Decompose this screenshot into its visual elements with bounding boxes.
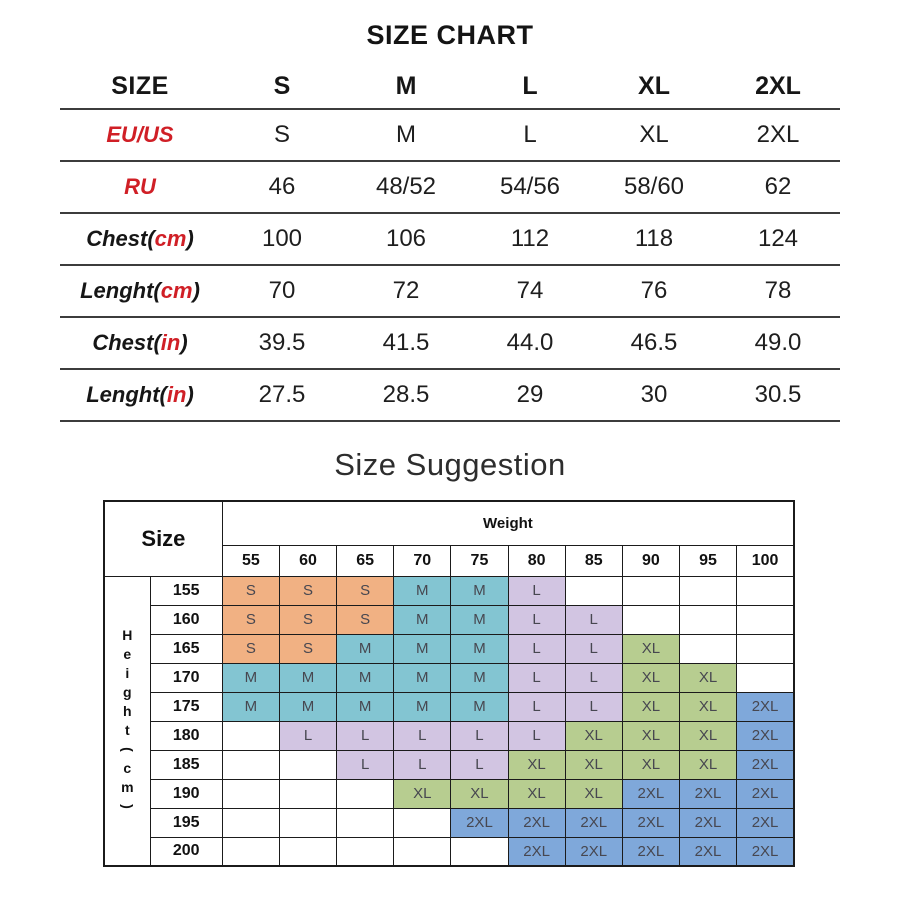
- size-value-cell: 30.5: [754, 381, 802, 408]
- row-label: [60, 174, 220, 200]
- size-cell: S: [222, 576, 279, 605]
- size-cell: XL: [622, 634, 679, 663]
- size-cell: S: [222, 605, 279, 634]
- row-label: [60, 226, 220, 252]
- size-cell: 2XL: [622, 779, 679, 808]
- row-label-pre: Lenght(: [80, 278, 161, 303]
- height-tick: 195: [150, 808, 222, 837]
- height-axis-char: i: [125, 664, 130, 681]
- row-label-pre: Chest(: [86, 226, 155, 251]
- size-cell: XL: [679, 750, 736, 779]
- suggestion-row: [104, 576, 794, 605]
- suggestion-row: [104, 634, 794, 663]
- empty-cell: [394, 808, 451, 837]
- size-chart-table-rows: [60, 110, 840, 422]
- size-value-cell: 2XL: [756, 121, 800, 148]
- empty-cell: [679, 634, 736, 663]
- size-cell: M: [337, 634, 394, 663]
- size-value-cell: 124: [757, 225, 799, 252]
- size-cell: S: [337, 605, 394, 634]
- size-cell: L: [451, 750, 508, 779]
- size-cell: M: [394, 576, 451, 605]
- suggestion-row: [104, 721, 794, 750]
- empty-cell: [622, 576, 679, 605]
- size-cell: L: [394, 721, 451, 750]
- suggestion-row: [104, 750, 794, 779]
- size-cell: M: [451, 692, 508, 721]
- size-cell: 2XL: [737, 721, 794, 750]
- weight-tick: 60: [279, 545, 336, 576]
- size-cell: XL: [394, 779, 451, 808]
- row-label-post: ): [186, 382, 194, 407]
- row-label-post: ): [192, 278, 200, 303]
- size-value-cell: 27.5: [258, 381, 306, 408]
- size-value-cell: 70: [268, 277, 296, 304]
- size-cell: M: [394, 663, 451, 692]
- size-value-cell: 28.5: [382, 381, 430, 408]
- size-cell: XL: [508, 750, 565, 779]
- size-cell: M: [222, 692, 279, 721]
- size-cell: 2XL: [679, 808, 736, 837]
- size-cell: XL: [679, 721, 736, 750]
- size-cell: 2XL: [622, 808, 679, 837]
- size-cell: M: [337, 663, 394, 692]
- height-axis-char: (: [119, 746, 136, 752]
- empty-cell: [737, 663, 794, 692]
- size-cell: XL: [565, 779, 622, 808]
- row-label-unit: EU/US: [106, 122, 174, 147]
- size-cell: L: [565, 692, 622, 721]
- size-value-cell: 106: [385, 225, 427, 252]
- size-cell: 2XL: [737, 750, 794, 779]
- height-tick: 155: [150, 576, 222, 605]
- row-label: [60, 122, 220, 148]
- size-cell: L: [508, 721, 565, 750]
- height-axis-label: [104, 576, 150, 866]
- size-cell: XL: [565, 721, 622, 750]
- size-cell: L: [508, 663, 565, 692]
- height-axis-char: ): [119, 803, 136, 809]
- size-value-cell: 78: [764, 277, 792, 304]
- weight-tick: 85: [565, 545, 622, 576]
- size-value-cell: 112: [510, 225, 550, 252]
- size-value-cell: 118: [634, 225, 674, 252]
- empty-cell: [279, 808, 336, 837]
- size-value-cell: 48/52: [375, 173, 437, 200]
- empty-cell: [222, 721, 279, 750]
- empty-cell: [222, 750, 279, 779]
- size-chart-header-cell: 2XL: [755, 71, 801, 100]
- row-label-post: ): [180, 330, 188, 355]
- size-cell: S: [279, 576, 336, 605]
- size-suggestion-table: [103, 500, 795, 867]
- size-cell: L: [508, 634, 565, 663]
- size-chart-table: [60, 64, 840, 422]
- size-chart-header-cell: XL: [638, 71, 670, 100]
- size-cell: M: [222, 663, 279, 692]
- size-cell: 2XL: [737, 837, 794, 866]
- height-tick: 175: [150, 692, 222, 721]
- size-cell: L: [337, 750, 394, 779]
- suggestion-row: [104, 779, 794, 808]
- height-tick: 185: [150, 750, 222, 779]
- size-cell: 2XL: [508, 808, 565, 837]
- size-cell: S: [222, 634, 279, 663]
- empty-cell: [279, 837, 336, 866]
- weight-tick: 100: [737, 545, 794, 576]
- suggestion-header-row: [104, 501, 794, 545]
- weight-tick: 95: [679, 545, 736, 576]
- size-cell: S: [279, 605, 336, 634]
- size-value-cell: 44.0: [506, 329, 554, 356]
- size-cell: 2XL: [679, 837, 736, 866]
- size-chart-row: [60, 110, 840, 162]
- size-cell: 2XL: [737, 779, 794, 808]
- size-chart-header-cell: S: [273, 71, 291, 100]
- row-label-pre: Chest(: [92, 330, 161, 355]
- size-cell: L: [508, 692, 565, 721]
- size-cell: M: [451, 576, 508, 605]
- size-chart-row: [60, 214, 840, 266]
- size-cell: XL: [622, 721, 679, 750]
- size-cell: L: [451, 721, 508, 750]
- empty-cell: [565, 576, 622, 605]
- size-cell: M: [394, 692, 451, 721]
- height-tick: 200: [150, 837, 222, 866]
- height-tick: 180: [150, 721, 222, 750]
- empty-cell: [737, 634, 794, 663]
- size-value-cell: 46: [268, 173, 296, 200]
- height-axis-char: t: [124, 721, 130, 738]
- size-cell: L: [565, 663, 622, 692]
- row-label-post: ): [186, 226, 194, 251]
- weight-tick: 80: [508, 545, 565, 576]
- height-axis-char: h: [123, 702, 132, 719]
- size-cell: L: [337, 721, 394, 750]
- empty-cell: [337, 808, 394, 837]
- size-cell: 2XL: [508, 837, 565, 866]
- size-cell: M: [451, 634, 508, 663]
- size-value-cell: 41.5: [382, 329, 430, 356]
- size-chart-row: [60, 370, 840, 422]
- row-label-unit: in: [160, 330, 181, 355]
- empty-cell: [451, 837, 508, 866]
- size-cell: L: [394, 750, 451, 779]
- suggestion-row: [104, 808, 794, 837]
- size-cell: XL: [622, 750, 679, 779]
- size-cell: M: [279, 692, 336, 721]
- row-label-unit: cm: [160, 278, 193, 303]
- size-cell: 2XL: [565, 837, 622, 866]
- size-cell: S: [337, 576, 394, 605]
- row-label: [60, 278, 220, 304]
- size-value-cell: 49.0: [754, 329, 802, 356]
- size-cell: XL: [622, 692, 679, 721]
- size-suggestion-table-wrap: [103, 500, 795, 867]
- empty-cell: [737, 576, 794, 605]
- height-tick: 190: [150, 779, 222, 808]
- size-cell: M: [451, 605, 508, 634]
- size-cell: XL: [451, 779, 508, 808]
- weight-tick: 70: [394, 545, 451, 576]
- size-chart-header-label: SIZE: [111, 71, 169, 100]
- suggestion-row: [104, 837, 794, 866]
- size-value-cell: 29: [516, 381, 544, 408]
- size-chart-header-row: [60, 64, 840, 110]
- row-label-unit: RU: [124, 174, 156, 199]
- row-label: [60, 330, 220, 356]
- size-value-cell: 62: [764, 173, 792, 200]
- size-chart-header-cell: M: [395, 71, 417, 100]
- height-axis-char: m: [121, 778, 134, 795]
- empty-cell: [222, 837, 279, 866]
- size-chart-row: [60, 266, 840, 318]
- empty-cell: [337, 779, 394, 808]
- weight-tick: 65: [337, 545, 394, 576]
- size-cell: 2XL: [737, 808, 794, 837]
- height-axis-char: H: [122, 626, 133, 643]
- empty-cell: [337, 837, 394, 866]
- empty-cell: [279, 779, 336, 808]
- size-value-cell: 30: [640, 381, 668, 408]
- size-cell: 2XL: [565, 808, 622, 837]
- size-cell: M: [394, 605, 451, 634]
- empty-cell: [394, 837, 451, 866]
- size-cell: XL: [622, 663, 679, 692]
- suggestion-row: [104, 663, 794, 692]
- size-chart-row: [60, 318, 840, 370]
- size-value-cell: 72: [392, 277, 420, 304]
- weight-tick: 55: [222, 545, 279, 576]
- size-value-cell: 39.5: [258, 329, 306, 356]
- height-tick: 170: [150, 663, 222, 692]
- size-value-cell: 58/60: [623, 173, 685, 200]
- size-cell: 2XL: [622, 837, 679, 866]
- row-label-unit: in: [166, 382, 187, 407]
- height-tick: 165: [150, 634, 222, 663]
- size-value-cell: L: [523, 121, 537, 148]
- row-label-unit: cm: [154, 226, 187, 251]
- size-value-cell: M: [396, 121, 416, 148]
- weight-tick: 90: [622, 545, 679, 576]
- size-cell: XL: [508, 779, 565, 808]
- size-cell: L: [279, 721, 336, 750]
- size-chart-title: SIZE CHART: [366, 20, 534, 50]
- size-cell: M: [394, 634, 451, 663]
- size-corner-label: Size: [104, 501, 222, 576]
- size-value-cell: 74: [516, 277, 544, 304]
- size-cell: XL: [679, 663, 736, 692]
- size-suggestion-title: Size Suggestion: [334, 447, 566, 482]
- height-axis-char: c: [123, 759, 132, 776]
- size-value-cell: 54/56: [499, 173, 561, 200]
- size-chart-row: [60, 162, 840, 214]
- height-tick: 160: [150, 605, 222, 634]
- empty-cell: [279, 750, 336, 779]
- empty-cell: [222, 808, 279, 837]
- weight-axis-label: Weight: [222, 501, 794, 545]
- size-cell: M: [451, 663, 508, 692]
- empty-cell: [679, 576, 736, 605]
- size-cell: 2XL: [451, 808, 508, 837]
- height-axis-char: g: [123, 683, 132, 700]
- size-cell: L: [508, 605, 565, 634]
- suggestion-row: [104, 605, 794, 634]
- empty-cell: [737, 605, 794, 634]
- size-value-cell: 76: [640, 277, 668, 304]
- height-axis-char: e: [123, 645, 132, 662]
- size-cell: L: [565, 634, 622, 663]
- size-value-cell: 100: [261, 225, 303, 252]
- size-cell: S: [279, 634, 336, 663]
- empty-cell: [679, 605, 736, 634]
- size-cell: M: [337, 692, 394, 721]
- size-cell: 2XL: [679, 779, 736, 808]
- suggestion-row: [104, 692, 794, 721]
- row-label-pre: Lenght(: [86, 382, 167, 407]
- size-value-cell: S: [273, 121, 290, 148]
- empty-cell: [622, 605, 679, 634]
- size-cell: XL: [679, 692, 736, 721]
- size-cell: L: [508, 576, 565, 605]
- empty-cell: [222, 779, 279, 808]
- size-chart-header-cell: L: [522, 71, 538, 100]
- size-cell: 2XL: [737, 692, 794, 721]
- size-cell: M: [279, 663, 336, 692]
- row-label: [60, 382, 220, 408]
- size-cell: L: [565, 605, 622, 634]
- size-value-cell: 46.5: [630, 329, 678, 356]
- weight-tick: 75: [451, 545, 508, 576]
- size-cell: XL: [565, 750, 622, 779]
- size-value-cell: XL: [639, 121, 669, 148]
